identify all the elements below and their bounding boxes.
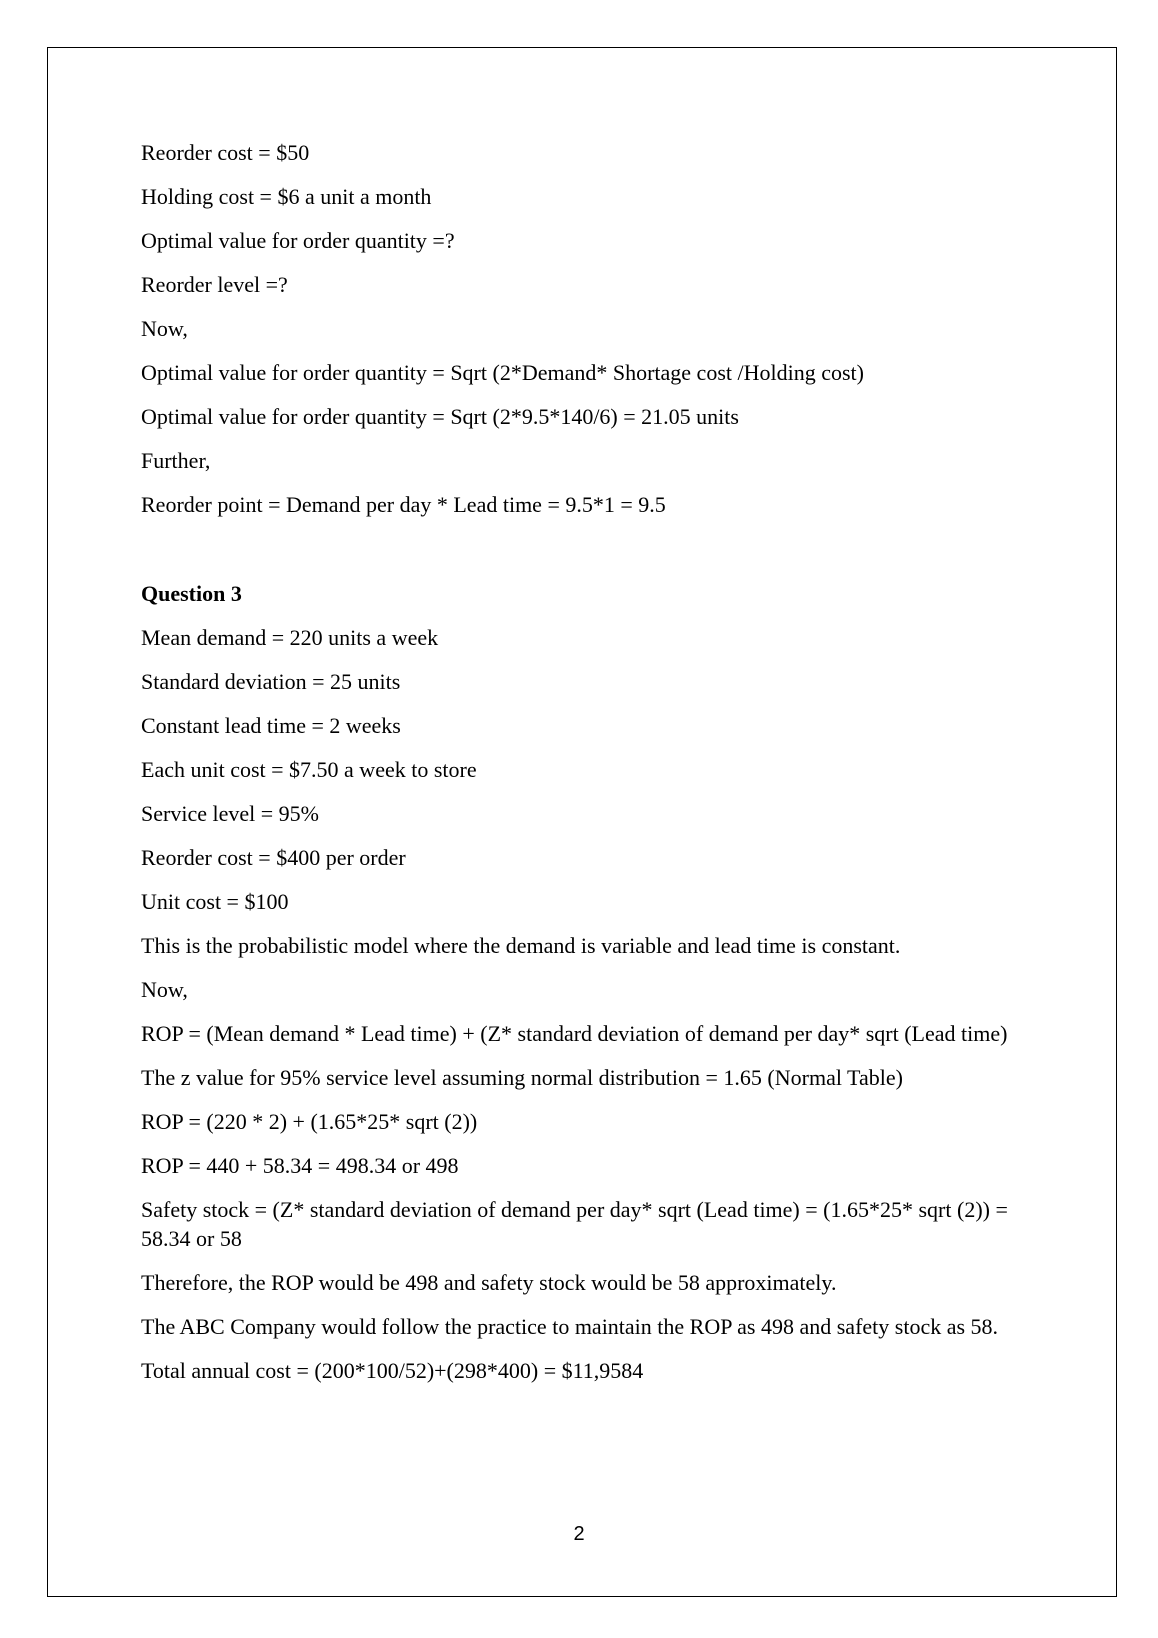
section-heading: Question 3 [141, 581, 242, 606]
paragraph: ROP = (Mean demand * Lead time) + (Z* standard deviation of demand per day* sqrt (Lead time) [141, 1021, 1008, 1046]
paragraph: This is the probabilistic model where the demand is variable and lead time is constant. [141, 933, 901, 958]
paragraph: Further, [141, 448, 211, 473]
paragraph: Standard deviation = 25 units [141, 669, 401, 694]
paragraph: Therefore, the ROP would be 498 and safety stock would be 58 approximately. [141, 1270, 837, 1295]
paragraph: Each unit cost = $7.50 a week to store [141, 757, 477, 782]
paragraph: ROP = (220 * 2) + (1.65*25* sqrt (2)) [141, 1109, 478, 1134]
paragraph: Service level = 95% [141, 801, 319, 826]
paragraph: Reorder point = Demand per day * Lead time = 9.5*1 = 9.5 [141, 492, 666, 517]
paragraph: Reorder cost = $50 [141, 140, 310, 165]
paragraph: Total annual cost = (200*100/52)+(298*400) = $11,9584 [141, 1358, 644, 1383]
paragraph: Reorder level =? [141, 272, 288, 297]
paragraph: Optimal value for order quantity = Sqrt (2*Demand* Shortage cost /Holding cost) [141, 360, 864, 385]
paragraph: ROP = 440 + 58.34 = 498.34 or 498 [141, 1153, 459, 1178]
paragraph: Mean demand = 220 units a week [141, 625, 439, 650]
paragraph: Holding cost = $6 a unit a month [141, 184, 432, 209]
page-number: 2 [573, 1523, 585, 1545]
paragraph: Optimal value for order quantity =? [141, 228, 455, 253]
document-body [141, 138, 1021, 1400]
paragraph: Now, [141, 977, 188, 1002]
paragraph: Unit cost = $100 [141, 889, 289, 914]
paragraph: Safety stock = (Z* standard deviation of demand per day* sqrt (Lead time) = (1.65*25* sqrt (2)) = 58.34 or 58 [141, 1197, 1008, 1251]
paragraph: Optimal value for order quantity = Sqrt (2*9.5*140/6) = 21.05 units [141, 404, 739, 429]
paragraph: Constant lead time = 2 weeks [141, 713, 401, 738]
paragraph: The z value for 95% service level assuming normal distribution = 1.65 (Normal Table) [141, 1065, 903, 1090]
paragraph: Now, [141, 316, 188, 341]
paragraph: Reorder cost = $400 per order [141, 845, 406, 870]
paragraph: The ABC Company would follow the practice to maintain the ROP as 498 and safety stock as 58. [141, 1314, 999, 1339]
blank-line [141, 534, 1021, 579]
